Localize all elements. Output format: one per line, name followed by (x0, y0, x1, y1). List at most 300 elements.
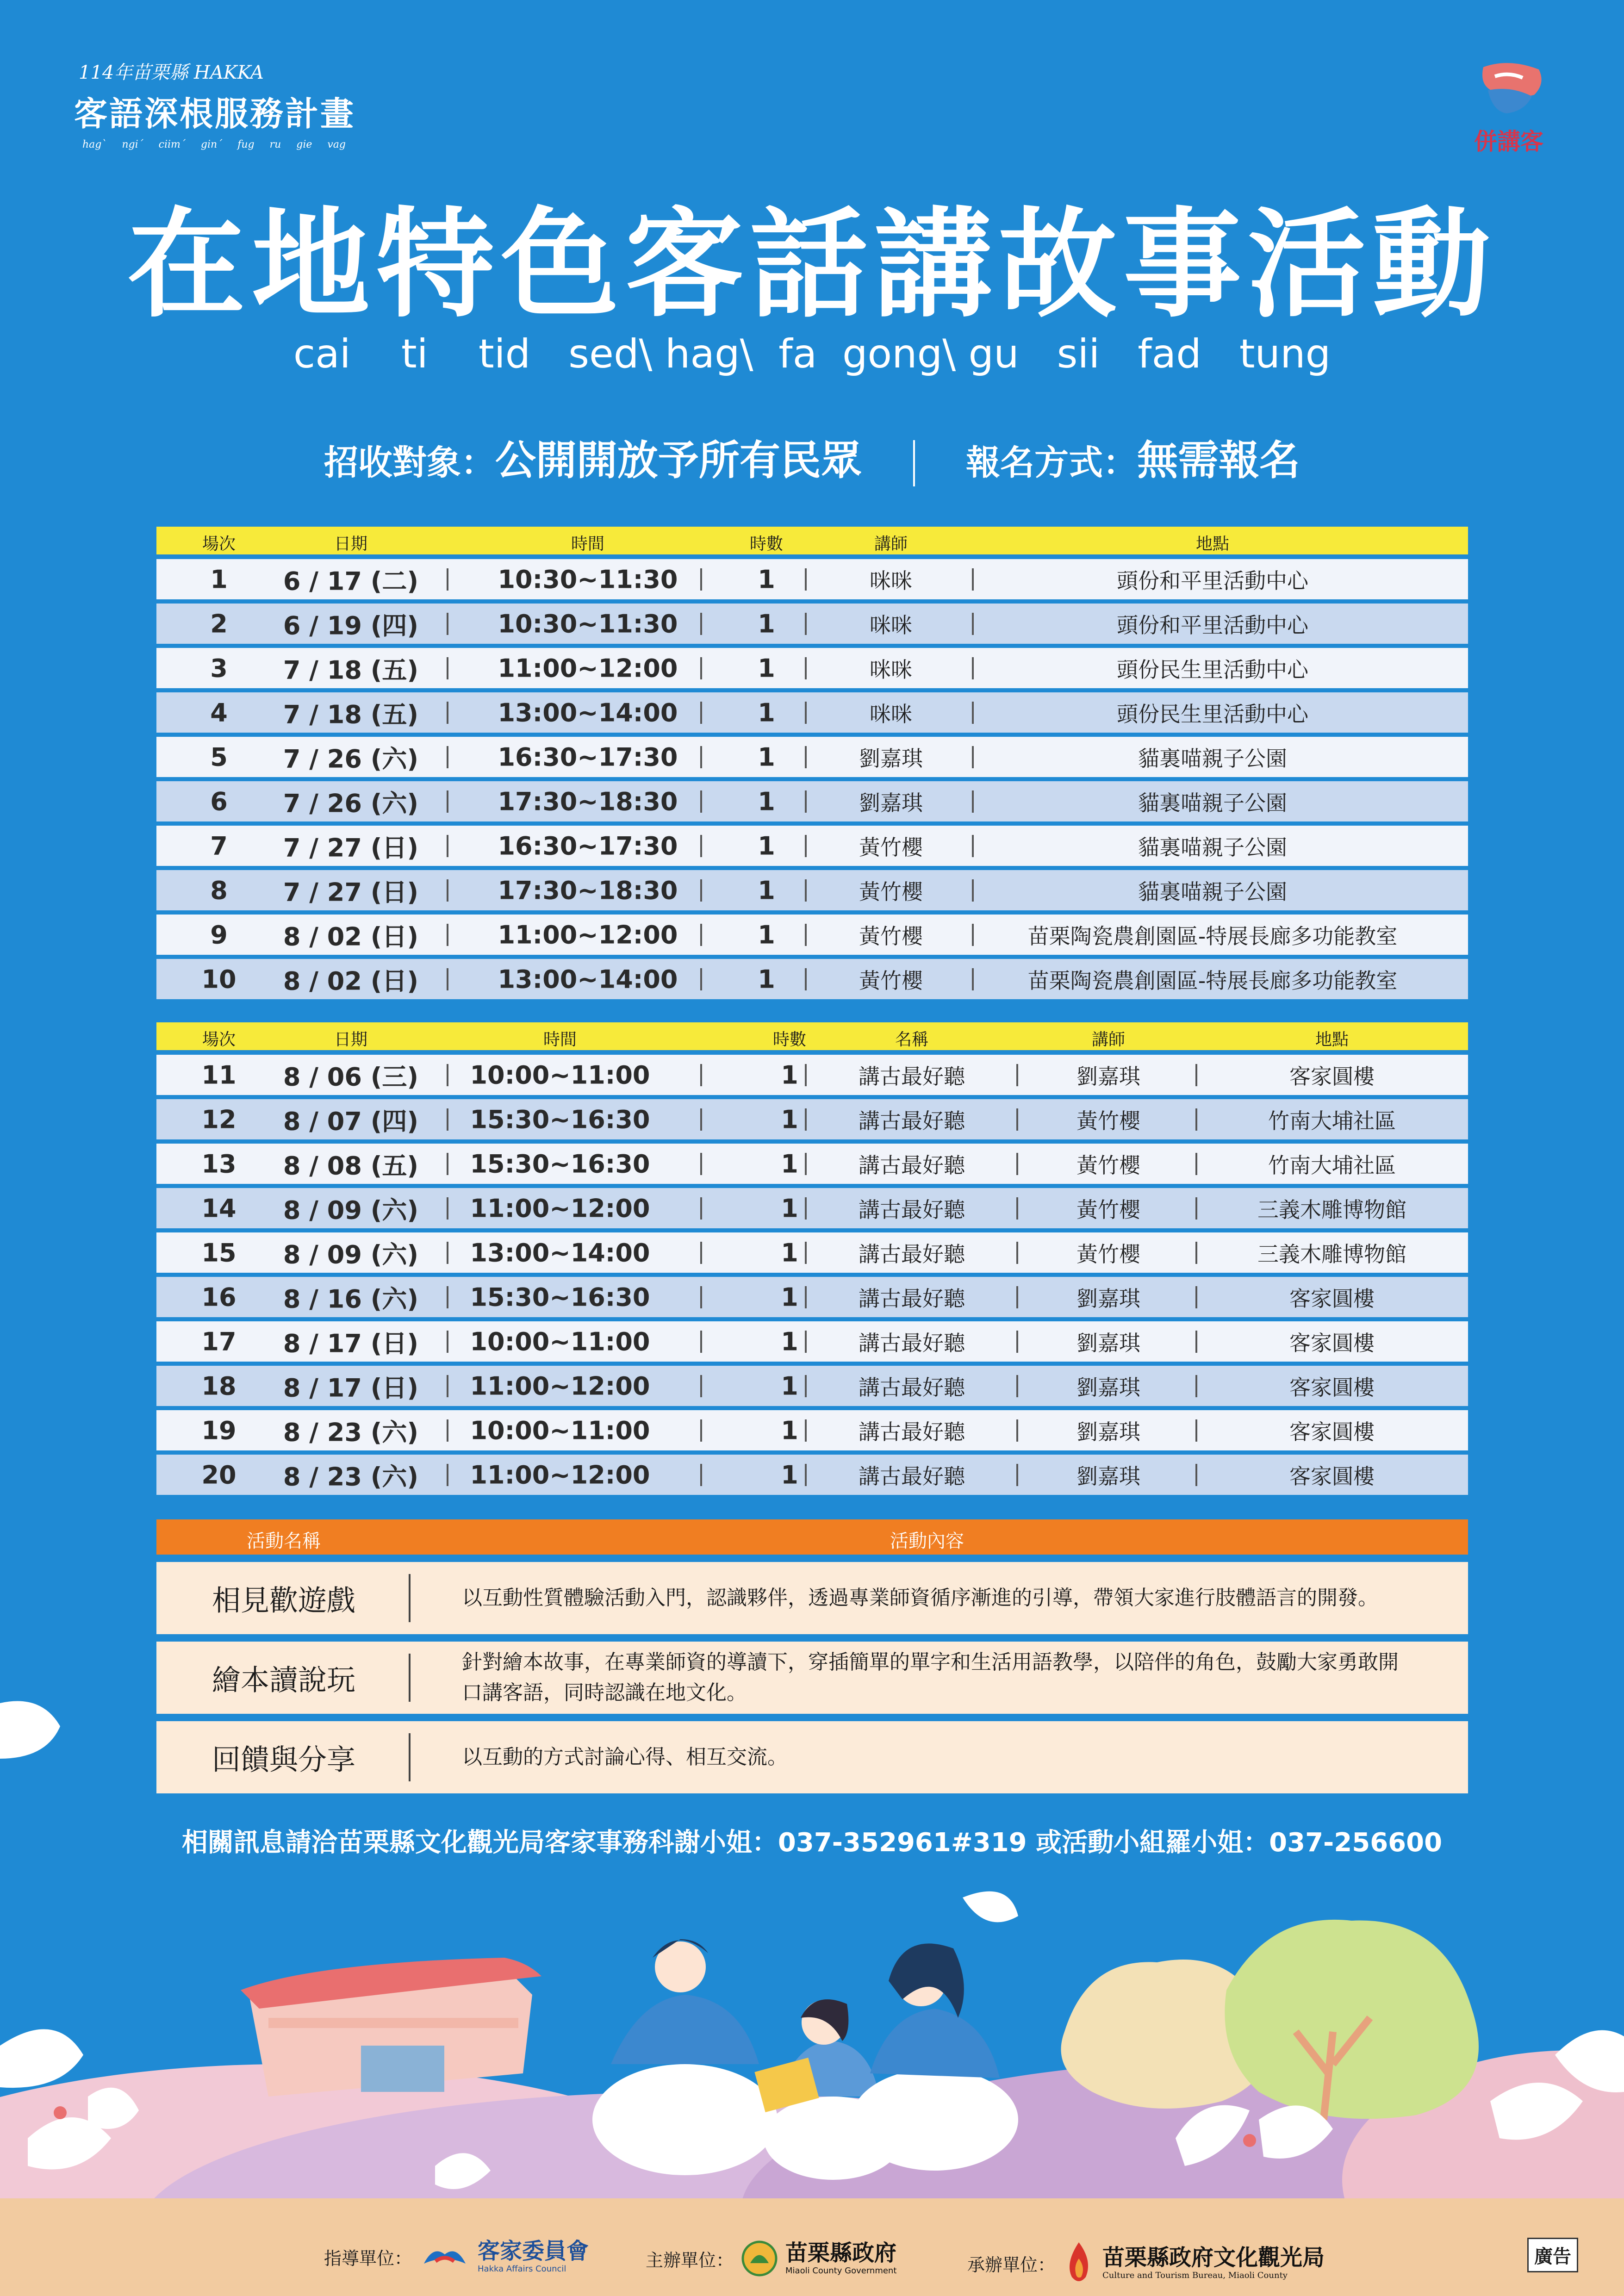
table-cell: 1 (781, 1238, 798, 1267)
table-cell: 劉嘉琪 (1076, 1375, 1140, 1400)
col-time: 時間 (543, 1030, 577, 1049)
cell-divider (447, 1419, 448, 1442)
col-activity-content: 活動內容 (890, 1531, 964, 1552)
ad-label: 廣告 (1527, 2238, 1578, 2272)
table-cell: 客家圓樓 (1289, 1375, 1375, 1400)
table-cell: 講古最好聽 (859, 1152, 965, 1178)
cell-divider (972, 879, 974, 902)
table-cell: 9 (210, 920, 228, 949)
cell-divider (700, 790, 702, 813)
table-cell: 1 (781, 1282, 798, 1312)
cell-divider (1195, 1464, 1197, 1486)
table-cell: 8 / 02 (日) (283, 922, 419, 951)
table-cell: 8 / 07 (四) (283, 1107, 419, 1136)
table-row (156, 870, 1468, 910)
hakka-council-logo-icon (419, 2240, 470, 2273)
table-cell: 7 / 26 (六) (283, 744, 419, 773)
table-cell: 11:00~12:00 (470, 1460, 650, 1489)
table-cell: 10:00~11:00 (470, 1416, 650, 1445)
table-cell: 7 / 27 (日) (283, 833, 419, 862)
table-row (156, 1144, 1468, 1184)
table-cell: 18 (201, 1371, 236, 1400)
table-cell: 1 (781, 1194, 798, 1223)
host-unit (646, 2240, 896, 2277)
cell-divider (700, 968, 702, 990)
cell-divider (447, 1153, 448, 1175)
table-cell: 貓裏喵親子公園 (1138, 879, 1287, 904)
table-cell: 7 / 26 (六) (283, 789, 419, 818)
table-cell: 8 / 09 (六) (283, 1240, 419, 1269)
cell-divider (700, 1331, 702, 1353)
table-cell: 8 / 23 (六) (283, 1418, 419, 1447)
table-cell: 講古最好聽 (859, 1330, 965, 1356)
table-cell: 竹南大埔社區 (1268, 1152, 1396, 1178)
cell-divider (805, 1375, 807, 1397)
activity-desc: 針對繪本故事，在專業師資的導讀下，穿插簡單的單字和生活用語教學，以陪伴的角色，鼓勵大家勇敢開口講客語，同時認識在地文化。 (462, 1650, 1399, 1705)
table-cell: 2 (210, 609, 228, 638)
cell-divider (700, 568, 702, 591)
page-title: 在地特色客話講故事活動 (127, 196, 1497, 334)
cell-divider (1016, 1242, 1018, 1264)
cell-divider (1016, 1464, 1018, 1486)
cell-divider (1195, 1064, 1197, 1086)
cell-divider (805, 1153, 807, 1175)
table-row (156, 692, 1468, 733)
cell-divider (1195, 1153, 1197, 1175)
col-hours: 時數 (749, 535, 784, 554)
cell-divider (447, 1375, 448, 1397)
guide-org: 客家委員會 Hakka Affairs Council (478, 2238, 589, 2274)
cell-divider (805, 924, 807, 946)
cell-divider (1016, 1108, 1018, 1131)
table-cell: 劉嘉琪 (1076, 1064, 1140, 1089)
table-cell: 10 (201, 964, 236, 994)
cell-divider (700, 1286, 702, 1308)
table-cell: 8 / 06 (三) (283, 1062, 419, 1091)
table-cell: 客家圓樓 (1289, 1330, 1375, 1356)
table-cell: 1 (758, 565, 775, 594)
house-icon (241, 1958, 541, 2097)
cell-divider (1195, 1419, 1197, 1442)
table-cell: 1 (758, 742, 775, 772)
table-cell: 講古最好聽 (859, 1108, 965, 1133)
col-activity-name: 活動名稱 (247, 1531, 321, 1552)
table-row (156, 1410, 1468, 1450)
cell-divider (805, 1419, 807, 1442)
cell-divider (1016, 1064, 1018, 1086)
cell-divider (1016, 1153, 1018, 1175)
table-cell: 15 (201, 1238, 236, 1267)
speech-bubble-logo-icon (1469, 56, 1548, 120)
table-cell: 1 (758, 653, 775, 683)
table-cell: 頭份和平里活動中心 (1117, 612, 1308, 638)
petal-icon (0, 1694, 65, 1768)
cell-divider (447, 657, 448, 679)
table-cell: 14 (201, 1194, 236, 1223)
cell-divider (972, 968, 974, 990)
table-cell: 頭份民生里活動中心 (1117, 657, 1308, 682)
activity-name: 相見歡遊戲 (212, 1583, 355, 1618)
cell-divider (1016, 1375, 1018, 1397)
cell-divider (447, 568, 448, 591)
cell-divider (805, 1464, 807, 1486)
table-cell: 講古最好聽 (859, 1463, 965, 1489)
col-date: 日期 (334, 1030, 368, 1049)
table-cell: 17:30~18:30 (498, 787, 678, 816)
miaoli-government-seal-icon (741, 2240, 778, 2277)
table-cell: 黃竹櫻 (1076, 1197, 1140, 1222)
table-cell: 8 / 16 (六) (283, 1284, 419, 1313)
table-row (156, 604, 1468, 644)
activity-desc: 以互動的方式討論心得、相互交流。 (462, 1745, 788, 1769)
table-cell: 11:00~12:00 (470, 1194, 650, 1223)
host-label: 主辦單位： (646, 2250, 734, 2271)
table-row (156, 1188, 1468, 1228)
table-cell: 13 (201, 1149, 236, 1178)
table-cell: 10:30~11:30 (498, 565, 678, 594)
activity-row (156, 1562, 1468, 1634)
program-romanization: hag` ngi´ ciim´ gin´ fug ru gie vag (82, 139, 346, 150)
table-cell: 1 (758, 920, 775, 949)
table-cell: 1 (781, 1060, 798, 1089)
table-cell: 8 / 17 (日) (283, 1373, 419, 1402)
table-cell: 黃竹櫻 (859, 968, 923, 993)
cell-divider (447, 746, 448, 768)
table-header (156, 527, 1468, 554)
table-cell: 10:00~11:00 (470, 1060, 650, 1089)
tree-icon (1061, 1920, 1479, 2120)
program-year: 114年苗栗縣 HAKKA (79, 62, 264, 83)
blossom-center-icon (54, 2106, 67, 2119)
table-cell: 講古最好聽 (859, 1241, 965, 1267)
table-header (156, 1022, 1468, 1050)
table-cell: 8 / 02 (日) (283, 966, 419, 996)
cell-divider (700, 1197, 702, 1220)
table-cell: 10:30~11:30 (498, 609, 678, 638)
table-cell: 1 (781, 1149, 798, 1178)
cell-divider (1195, 1197, 1197, 1220)
program-brand (74, 58, 355, 150)
table-cell: 1 (758, 698, 775, 727)
table-cell: 15:30~16:30 (470, 1105, 650, 1134)
table-cell: 1 (210, 565, 228, 594)
table-cell: 1 (781, 1105, 798, 1134)
table-cell: 15:30~16:30 (470, 1149, 650, 1178)
table-cell: 3 (210, 653, 228, 683)
cell-divider (972, 613, 974, 635)
cell-divider (1195, 1375, 1197, 1397)
table-cell: 講古最好聽 (859, 1375, 965, 1400)
cell-divider (447, 702, 448, 724)
table-cell: 1 (758, 831, 775, 860)
table-cell: 講古最好聽 (859, 1419, 965, 1444)
table-cell: 11:00~12:00 (498, 920, 678, 949)
table-cell: 19 (201, 1416, 236, 1445)
table-row (156, 1277, 1468, 1317)
table-cell: 劉嘉琪 (859, 790, 923, 815)
table-cell: 16 (201, 1282, 236, 1312)
table-cell: 咪咪 (870, 612, 912, 638)
logo-label: 併講客 (1474, 128, 1543, 155)
table-cell: 客家圓樓 (1289, 1286, 1375, 1311)
table-cell: 1 (758, 964, 775, 994)
cell-divider (972, 702, 974, 724)
cell-divider (972, 790, 974, 813)
cell-divider (700, 879, 702, 902)
table-cell: 黃竹櫻 (1076, 1152, 1140, 1178)
cell-divider (700, 1064, 702, 1086)
cell-divider (1195, 1286, 1197, 1308)
table-cell: 咪咪 (870, 657, 912, 682)
table-cell: 1 (758, 787, 775, 816)
guide-label: 指導單位： (324, 2248, 412, 2269)
schedule-table-1 (156, 527, 1468, 1003)
cell-divider (972, 746, 974, 768)
cell-divider (805, 790, 807, 813)
cell-divider (447, 1331, 448, 1353)
target-label: 招收對象： (324, 443, 495, 483)
cell-divider (805, 1197, 807, 1220)
cell-divider (447, 1108, 448, 1131)
hakka-logo (1467, 56, 1550, 156)
cell-divider (700, 1375, 702, 1397)
cell-divider (972, 835, 974, 857)
table-cell: 5 (210, 742, 228, 772)
table-cell: 6 / 19 (四) (283, 611, 419, 640)
table-cell: 客家圓樓 (1289, 1064, 1375, 1089)
table-cell: 三義木雕博物館 (1257, 1197, 1406, 1222)
cell-divider (700, 1108, 702, 1131)
cell-divider (805, 746, 807, 768)
cell-divider (1195, 1242, 1197, 1264)
exec-label: 承辦單位： (967, 2254, 1056, 2275)
cell-divider (700, 1242, 702, 1264)
cell-divider (447, 1286, 448, 1308)
table-cell: 11 (201, 1060, 236, 1089)
storytelling-illustration (0, 1879, 1624, 2198)
table-cell: 講古最好聽 (859, 1064, 965, 1089)
cell-divider (805, 702, 807, 724)
cell-divider (700, 746, 702, 768)
cell-divider (972, 568, 974, 591)
people-reading-icon (592, 1939, 1018, 2180)
table-row (156, 1321, 1468, 1362)
table-cell: 貓裏喵親子公園 (1138, 834, 1287, 860)
activity-table-header (156, 1519, 1468, 1555)
table-cell: 20 (201, 1460, 236, 1489)
activity-row (156, 1642, 1468, 1714)
cell-divider (447, 1464, 448, 1486)
table-cell: 8 / 08 (五) (283, 1151, 419, 1180)
table-cell: 13:00~14:00 (498, 964, 678, 994)
cell-divider (447, 790, 448, 813)
table-row (156, 737, 1468, 777)
table-cell: 講古最好聽 (859, 1286, 965, 1311)
table-row (156, 1366, 1468, 1406)
cell-divider (805, 1064, 807, 1086)
table-cell: 16:30~17:30 (498, 742, 678, 772)
cell-divider (700, 1419, 702, 1442)
cell-divider (972, 657, 974, 679)
table-cell: 頭份民生里活動中心 (1117, 701, 1308, 727)
table-cell: 6 / 17 (二) (283, 566, 419, 596)
col-time: 時間 (571, 535, 605, 554)
activity-table (156, 1519, 1468, 1793)
table-cell: 1 (781, 1327, 798, 1356)
cell-divider (447, 968, 448, 990)
table-cell: 劉嘉琪 (859, 746, 923, 771)
cell-divider (805, 1108, 807, 1131)
cell-divider (805, 657, 807, 679)
table-cell: 黃竹櫻 (1076, 1241, 1140, 1267)
cell-divider (805, 1331, 807, 1353)
exec-org: 苗栗縣政府文化觀光局 Culture and Tourism Bureau, Miaoli County (1102, 2245, 1325, 2280)
table-row (156, 648, 1468, 688)
cell-divider (805, 835, 807, 857)
table-cell: 1 (758, 876, 775, 905)
activity-desc: 以互動性質體驗活動入門，認識夥伴，透過專業師資循序漸進的引導，帶領大家進行肢體語言的開發。 (462, 1586, 1378, 1610)
table-cell: 7 / 18 (五) (283, 700, 419, 729)
cell-divider (447, 879, 448, 902)
table-cell: 17 (201, 1327, 236, 1356)
cell-divider (700, 1464, 702, 1486)
table-cell: 1 (781, 1416, 798, 1445)
table-cell: 13:00~14:00 (498, 698, 678, 727)
table-cell: 8 / 23 (六) (283, 1462, 419, 1491)
table-cell: 頭份和平里活動中心 (1117, 568, 1308, 593)
cell-divider (1016, 1286, 1018, 1308)
cell-divider (700, 657, 702, 679)
flame-logo-icon (1063, 2240, 1095, 2286)
table-cell: 8 / 09 (六) (283, 1195, 419, 1225)
blossom-center-icon (1243, 2134, 1256, 2147)
table-row (156, 1099, 1468, 1139)
table-cell: 1 (781, 1371, 798, 1400)
cell-divider (447, 1242, 448, 1264)
cell-divider (700, 1153, 702, 1175)
cell-divider (805, 968, 807, 990)
table-cell: 劉嘉琪 (1076, 1330, 1140, 1356)
cell-divider (1016, 1197, 1018, 1220)
cell-divider (447, 613, 448, 635)
cell-divider (700, 924, 702, 946)
cell-divider (700, 835, 702, 857)
table-cell: 貓裏喵親子公園 (1138, 790, 1287, 815)
col-date: 日期 (334, 535, 368, 554)
executing-unit (967, 2240, 1325, 2286)
table-cell: 11:00~12:00 (470, 1371, 650, 1400)
cell-divider (1195, 1108, 1197, 1131)
table-cell: 苗栗陶瓷農創園區-特展長廊多功能教室 (1027, 923, 1398, 949)
activity-row (156, 1721, 1468, 1793)
program-name: 客語深根服務計畫 (74, 94, 356, 133)
table-cell: 17:30~18:30 (498, 876, 678, 905)
cell-divider (1195, 1331, 1197, 1353)
contact-info: 相關訊息請洽苗栗縣文化觀光局客家事務科謝小姐：037-352961#319 或活動小組羅小姐：037-256600 (181, 1828, 1443, 1858)
table-cell: 咪咪 (870, 701, 912, 727)
table-cell: 6 (210, 787, 228, 816)
table-cell: 1 (781, 1460, 798, 1489)
cell-divider (1016, 1419, 1018, 1442)
info-divider (913, 440, 915, 486)
signup-label: 報名方式： (966, 443, 1138, 483)
table-cell: 7 / 18 (五) (283, 655, 419, 684)
table-cell: 黃竹櫻 (1076, 1108, 1140, 1133)
cell-divider (447, 924, 448, 946)
table-row (156, 781, 1468, 821)
table-cell: 咪咪 (870, 568, 912, 593)
table-cell: 16:30~17:30 (498, 831, 678, 860)
table-cell: 13:00~14:00 (470, 1238, 650, 1267)
table-cell: 客家圓樓 (1289, 1463, 1375, 1489)
target-value: 公開開放予所有民眾 (495, 436, 862, 484)
signup-value: 無需報名 (1137, 436, 1300, 484)
cell-divider (805, 568, 807, 591)
table-cell: 8 / 17 (日) (283, 1329, 419, 1358)
table-cell: 7 / 27 (日) (283, 877, 419, 907)
cell-divider (700, 613, 702, 635)
table-cell: 15:30~16:30 (470, 1282, 650, 1312)
cell-divider (805, 613, 807, 635)
table-cell: 黃竹櫻 (859, 923, 923, 949)
table-cell: 苗栗陶瓷農創園區-特展長廊多功能教室 (1027, 968, 1398, 993)
table-cell: 劉嘉琪 (1076, 1463, 1140, 1489)
col-location: 地點 (1195, 535, 1230, 554)
title-romanization: cai ti tid sed\ hag\ fa gong\ gu sii fad tung (293, 331, 1331, 377)
enrollment-info (0, 428, 1624, 486)
cell-divider (1016, 1331, 1018, 1353)
table-cell: 貓裏喵親子公園 (1138, 746, 1287, 771)
cell-divider (447, 835, 448, 857)
table-cell: 竹南大埔社區 (1268, 1108, 1396, 1133)
table-cell: 客家圓樓 (1289, 1419, 1375, 1444)
cell-divider (447, 1064, 448, 1086)
table-row (156, 1055, 1468, 1095)
cell-divider (805, 879, 807, 902)
schedule-table-2 (156, 1022, 1468, 1499)
guide-unit (324, 2240, 589, 2273)
table-cell: 8 (210, 876, 228, 905)
table-row (156, 1455, 1468, 1495)
cell-divider (447, 1197, 448, 1220)
table-row (156, 826, 1468, 866)
table-cell: 黃竹櫻 (859, 879, 923, 904)
activity-name: 繪本讀說玩 (212, 1663, 355, 1697)
table-cell: 12 (201, 1105, 236, 1134)
table-row (156, 959, 1468, 999)
table-row (156, 915, 1468, 955)
table-row (156, 1232, 1468, 1273)
col-location: 地點 (1315, 1030, 1349, 1049)
table-cell: 劉嘉琪 (1076, 1286, 1140, 1311)
table-row (156, 559, 1468, 599)
table-cell: 三義木雕博物館 (1257, 1241, 1406, 1267)
col-name: 名稱 (895, 1030, 929, 1049)
sponsor-footer (0, 2198, 1624, 2296)
table-cell: 1 (758, 609, 775, 638)
activity-name: 回饋與分享 (212, 1742, 355, 1777)
cell-divider (805, 1286, 807, 1308)
col-hours: 時數 (772, 1030, 807, 1049)
cell-divider (972, 924, 974, 946)
col-session: 場次 (202, 535, 236, 554)
cell-divider (805, 1242, 807, 1264)
col-teacher: 講師 (874, 535, 908, 554)
col-teacher: 講師 (1091, 1030, 1126, 1049)
table-cell: 講古最好聽 (859, 1197, 965, 1222)
table-cell: 劉嘉琪 (1076, 1419, 1140, 1444)
col-session: 場次 (202, 1030, 236, 1049)
